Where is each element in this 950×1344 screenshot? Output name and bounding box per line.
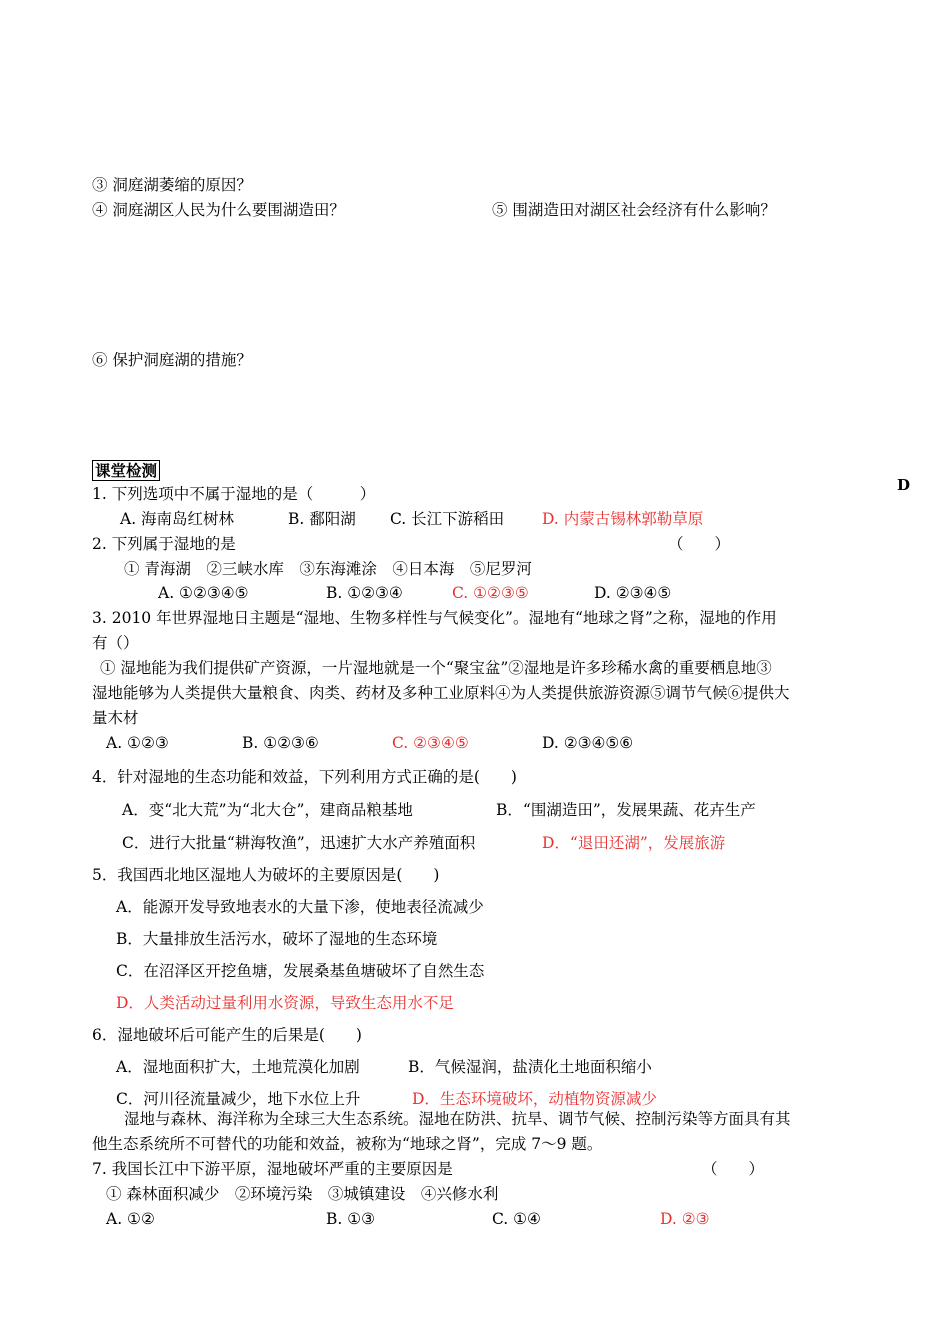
q7-stem: 7. 我国长江中下游平原，湿地破坏严重的主要原因是 bbox=[92, 1160, 453, 1178]
q4-option-c: C．进行大批量“耕海牧渔”，迅速扩大水产养殖面积 bbox=[122, 834, 476, 852]
q3-option-c-answer: C. ②③④⑤ bbox=[392, 734, 469, 752]
q7-items: ① 森林面积减少 ②环境污染 ③城镇建设 ④兴修水利 bbox=[106, 1185, 499, 1203]
passage-line1: 湿地与森林、海洋称为全球三大生态系统。湿地在防洪、抗旱、调节气候、控制污染等方面具有其 bbox=[124, 1110, 791, 1128]
q7-option-d-answer: D. ②③ bbox=[660, 1210, 710, 1228]
q3-body-line2: 湿地能够为人类提供大量粮食、肉类、药材及多种工业原料④为人类提供旅游资源⑤调节气候⑥提供大 bbox=[92, 684, 790, 702]
q3-option-d: D. ②③④⑤⑥ bbox=[542, 734, 634, 752]
q5-option-c: C．在沼泽区开挖鱼塘，发展桑基鱼塘破坏了自然生态 bbox=[116, 962, 485, 980]
q3-stem-line1: 3. 2010 年世界湿地日主题是“湿地、生物多样性与气候变化”。湿地有“地球之肾”之称，湿地的作用 bbox=[92, 609, 777, 627]
q2-paren: （ ） bbox=[668, 535, 731, 553]
question-q4-top: ④ 洞庭湖区人民为什么要围湖造田？ bbox=[92, 201, 345, 219]
q4-option-a: A．变“北大荒”为“北大仓”，建商品粮基地 bbox=[122, 801, 413, 819]
q6-stem: 6．湿地破坏后可能产生的后果是( ) bbox=[92, 1026, 362, 1044]
question-q3-top: ③ 洞庭湖萎缩的原因？ bbox=[92, 176, 252, 194]
q3-body-line1: ① 湿地能为我们提供矿产资源，一片湿地就是一个“聚宝盆”②湿地是许多珍稀水禽的重要栖息地③ bbox=[100, 659, 772, 677]
q3-body-line3: 量木材 bbox=[92, 709, 139, 727]
q2-option-a: A. ①②③④⑤ bbox=[158, 584, 249, 602]
question-q5-top: ⑤ 围湖造田对湖区社会经济有什么影响？ bbox=[492, 201, 776, 219]
q1-stem: 1. 下列选项中不属于湿地的是（ ） bbox=[92, 485, 376, 503]
q2-option-b: B. ①②③④ bbox=[326, 584, 403, 602]
q6-option-a: A．湿地面积扩大，土地荒漠化加剧 bbox=[116, 1058, 360, 1076]
q5-option-a: A．能源开发导致地表水的大量下渗，使地表径流减少 bbox=[116, 898, 484, 916]
q1-option-c: C. 长江下游稻田 bbox=[390, 510, 505, 528]
q2-items: ① 青海湖 ②三峡水库 ③东海滩涂 ④日本海 ⑤尼罗河 bbox=[124, 560, 532, 578]
passage-line2: 他生态系统所不可替代的功能和效益，被称为“地球之肾”，完成 7～9 题。 bbox=[92, 1135, 603, 1153]
q7-option-c: C. ①④ bbox=[492, 1210, 541, 1228]
q6-option-d-answer: D．生态环境破坏，动植物资源减少 bbox=[412, 1090, 657, 1108]
q6-option-b: B．气候湿润，盐渍化土地面积缩小 bbox=[408, 1058, 652, 1076]
margin-mark: D bbox=[897, 476, 911, 494]
q3-option-a: A. ①②③ bbox=[106, 734, 169, 752]
q4-stem: 4．针对湿地的生态功能和效益，下列利用方式正确的是( ) bbox=[92, 768, 517, 786]
q6-option-c: C．河川径流量减少，地下水位上升 bbox=[116, 1090, 361, 1108]
q3-stem-line2: 有（） bbox=[92, 634, 139, 652]
q4-option-b: B．“围湖造田”，发展果蔬、花卉生产 bbox=[496, 801, 756, 819]
section-title-box: 课堂检测 bbox=[92, 460, 160, 481]
q2-option-c-answer: C. ①②③⑤ bbox=[452, 584, 529, 602]
q1-option-b: B. 鄱阳湖 bbox=[288, 510, 356, 528]
q2-stem: 2. 下列属于湿地的是 bbox=[92, 535, 236, 553]
q3-option-b: B. ①②③⑥ bbox=[242, 734, 319, 752]
q7-option-a: A. ①② bbox=[106, 1210, 155, 1228]
q7-option-b: B. ①③ bbox=[326, 1210, 376, 1228]
q4-option-d-answer: D．“退田还湖”，发展旅游 bbox=[542, 834, 726, 852]
q1-option-a: A. 海南岛红树林 bbox=[120, 510, 235, 528]
q5-option-b: B．大量排放生活污水，破坏了湿地的生态环境 bbox=[116, 930, 438, 948]
q5-option-d-answer: D．人类活动过量利用水资源，导致生态用水不足 bbox=[116, 994, 454, 1012]
section-title bbox=[92, 460, 160, 482]
q2-option-d: D. ②③④⑤ bbox=[594, 584, 672, 602]
q1-option-d-answer: D. 内蒙古锡林郭勒草原 bbox=[542, 510, 704, 528]
q5-stem: 5．我国西北地区湿地人为破坏的主要原因是( ) bbox=[92, 866, 440, 884]
question-q6-top: ⑥ 保护洞庭湖的措施？ bbox=[92, 351, 252, 369]
q7-paren: （ ） bbox=[702, 1160, 765, 1178]
